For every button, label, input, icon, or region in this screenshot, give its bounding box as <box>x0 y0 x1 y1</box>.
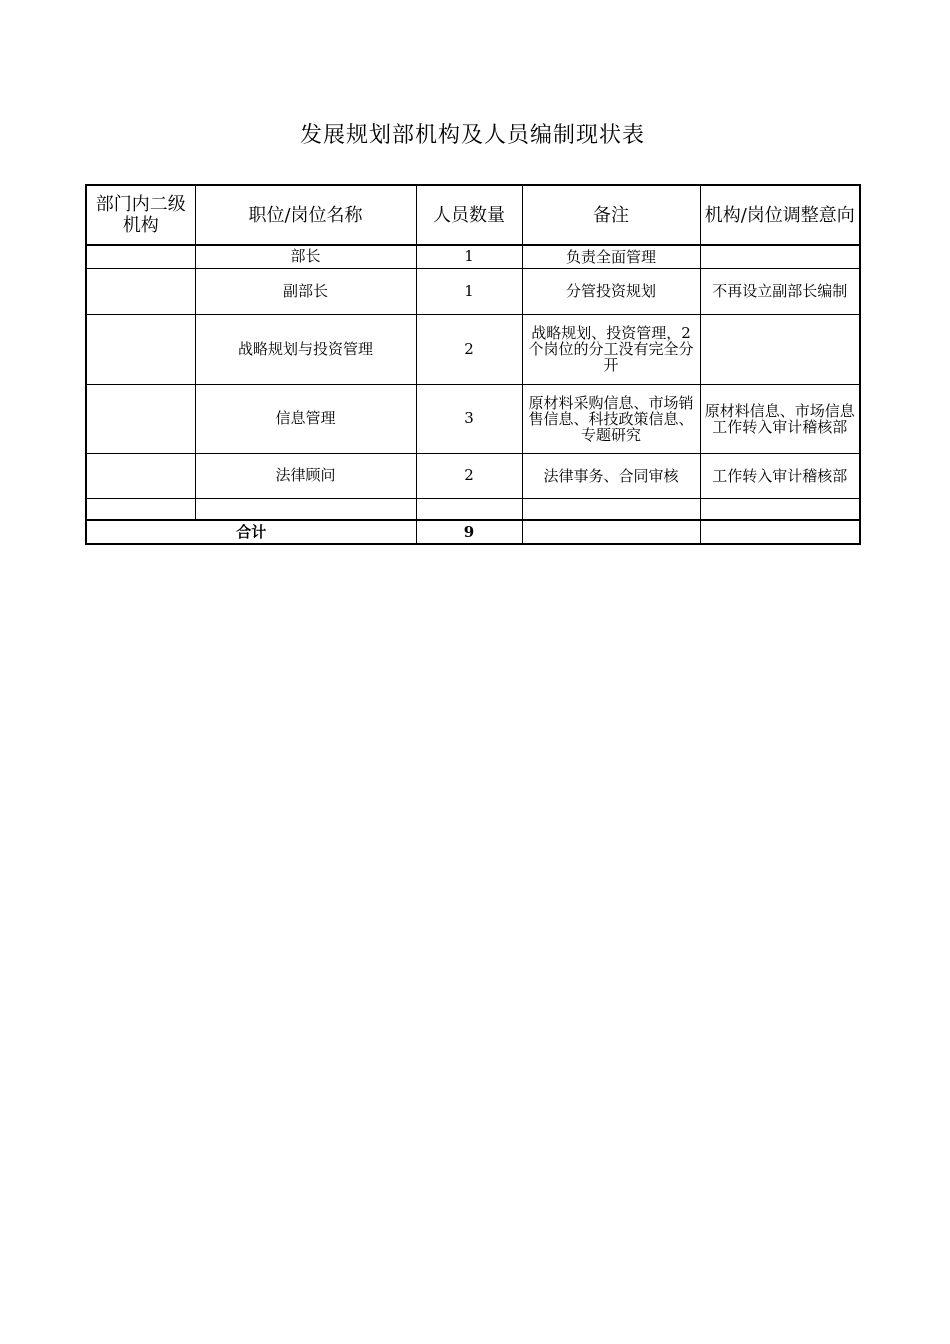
total-count: 9 <box>416 520 522 544</box>
cell-position: 法律顾问 <box>195 453 416 498</box>
cell-position <box>195 498 416 520</box>
cell-note: 负责全面管理 <box>522 245 700 268</box>
table-row <box>86 314 860 384</box>
cell-position: 部长 <box>195 245 416 268</box>
table-row <box>86 384 860 453</box>
total-adjust <box>700 520 860 544</box>
cell-org <box>86 498 195 520</box>
page-title: 发展规划部机构及人员编制现状表 <box>299 123 645 148</box>
table-row <box>86 245 860 268</box>
cell-org <box>86 245 195 268</box>
total-note <box>522 520 700 544</box>
header-row <box>86 185 860 245</box>
cell-count: 1 <box>416 268 522 314</box>
cell-note: 分管投资规划 <box>522 268 700 314</box>
cell-adjust <box>700 314 860 384</box>
cell-note: 法律事务、合同审核 <box>522 453 700 498</box>
cell-position: 战略规划与投资管理 <box>195 314 416 384</box>
cell-org <box>86 268 195 314</box>
cell-org <box>86 453 195 498</box>
cell-adjust <box>700 498 860 520</box>
cell-count: 1 <box>416 245 522 268</box>
staffing-table <box>85 184 861 545</box>
table-row <box>86 453 860 498</box>
cell-adjust <box>700 245 860 268</box>
header-position: 职位/岗位名称 <box>195 185 416 245</box>
cell-note: 原材料采购信息、市场销售信息、科技政策信息、专题研究 <box>522 384 700 453</box>
table-row <box>86 498 860 520</box>
cell-org <box>86 384 195 453</box>
cell-note <box>522 498 700 520</box>
cell-org <box>86 314 195 384</box>
cell-count: 2 <box>416 314 522 384</box>
header-note: 备注 <box>522 185 700 245</box>
header-org: 部门内二级机构 <box>86 185 195 245</box>
cell-adjust: 工作转入审计稽核部 <box>700 453 860 498</box>
total-row <box>86 520 860 544</box>
cell-position: 信息管理 <box>195 384 416 453</box>
total-label: 合计 <box>86 520 416 544</box>
cell-note: 战略规划、投资管理，2个岗位的分工没有完全分开 <box>522 314 700 384</box>
header-adjust: 机构/岗位调整意向 <box>700 185 860 245</box>
cell-adjust: 不再设立副部长编制 <box>700 268 860 314</box>
cell-adjust: 原材料信息、市场信息工作转入审计稽核部 <box>700 384 860 453</box>
cell-count <box>416 498 522 520</box>
header-count: 人员数量 <box>416 185 522 245</box>
cell-count: 3 <box>416 384 522 453</box>
table-row <box>86 268 860 314</box>
cell-position: 副部长 <box>195 268 416 314</box>
cell-count: 2 <box>416 453 522 498</box>
